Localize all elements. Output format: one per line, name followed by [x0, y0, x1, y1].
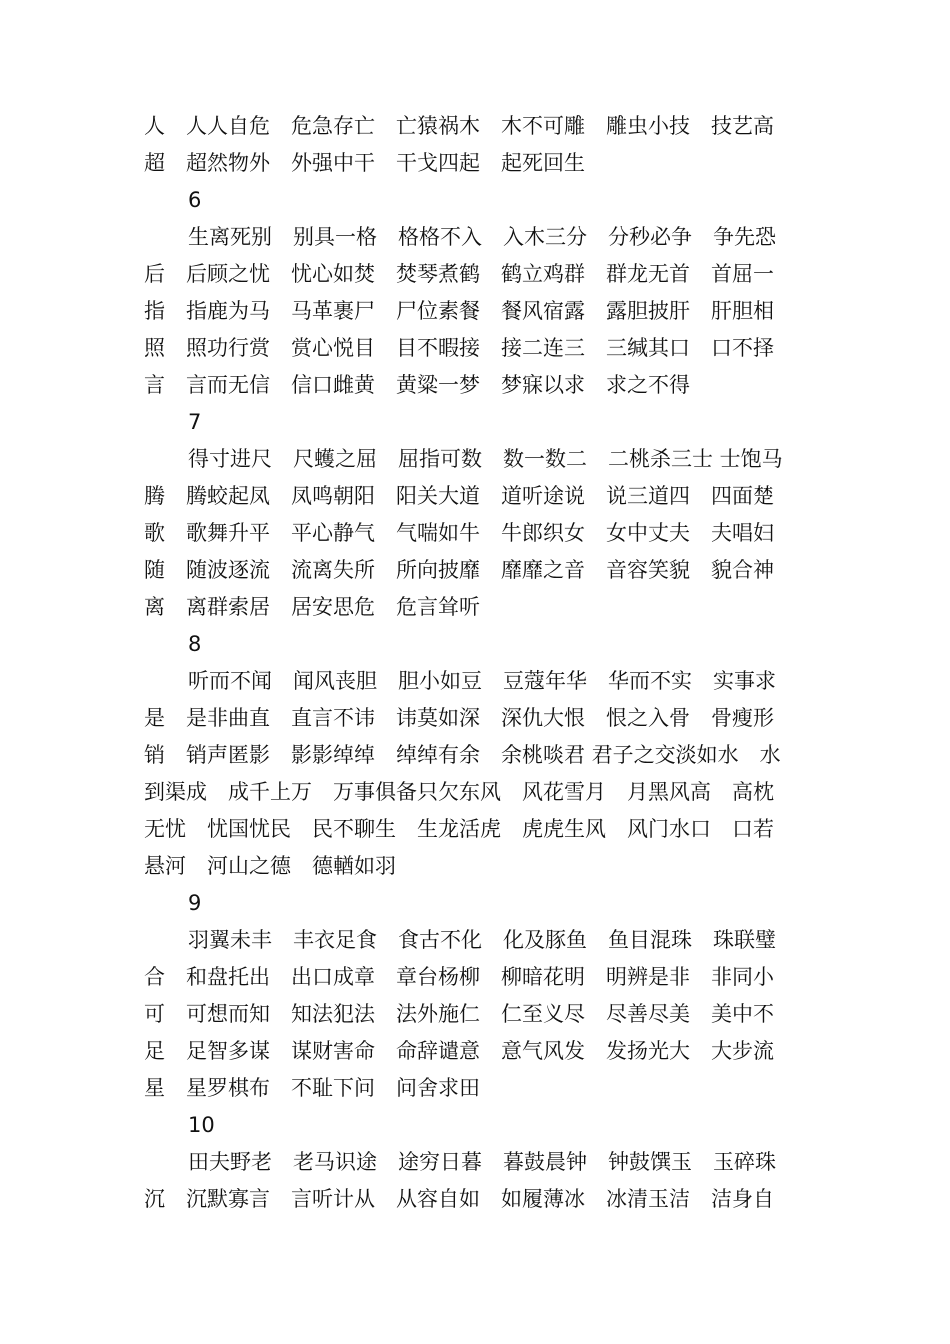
text-line: 超 超然物外 外强中干 干戈四起 起死回生: [144, 151, 585, 175]
text-line: 沉 沉默寡言 言听计从 从容自如 如履薄冰 冰清玉洁 洁身自: [144, 1187, 774, 1211]
text-line: 指 指鹿为马 马革裹尸 尸位素餐 餐风宿露 露胆披肝 肝胆相: [144, 299, 774, 323]
text-line: 得寸进尺 尺蠖之屈 屈指可数 数一数二 二桃杀三士 士饱马: [188, 447, 783, 471]
text-line: 田夫野老 老马识途 途穷日暮 暮鼓晨钟 钟鼓馔玉 玉碎珠: [188, 1150, 776, 1174]
text-line: 歌 歌舞升平 平心静气 气喘如牛 牛郎织女 女中丈夫 夫唱妇: [144, 521, 774, 545]
section-number: 8: [188, 632, 202, 656]
text-line: 羽翼未丰 丰衣足食 食古不化 化及豚鱼 鱼目混珠 珠联璧: [188, 928, 776, 952]
text-line: 听而不闻 闻风丧胆 胆小如豆 豆蔻年华 华而不实 实事求: [188, 669, 776, 693]
text-line: 可 可想而知 知法犯法 法外施仁 仁至义尽 尽善尽美 美中不: [144, 1002, 774, 1026]
section-number: 9: [188, 891, 202, 915]
text-line: 是 是非曲直 直言不讳 讳莫如深 深仇大恨 恨之入骨 骨瘦形: [144, 706, 774, 730]
text-line: 言 言而无信 信口雌黄 黄粱一梦 梦寐以求 求之不得: [144, 373, 690, 397]
text-line: 销 销声匿影 影影绰绰 绰绰有余 余桃啖君 君子之交淡如水 水: [144, 743, 781, 767]
text-line: 后 后顾之忧 忧心如焚 焚琴煮鹤 鹤立鸡群 群龙无首 首屈一: [144, 262, 774, 286]
text-line: 随 随波逐流 流离失所 所向披靡 靡靡之音 音容笑貌 貌合神: [144, 558, 774, 582]
text-line: 无忧 忧国忧民 民不聊生 生龙活虎 虎虎生风 风门水口 口若: [144, 817, 774, 841]
text-line: 星 星罗棋布 不耻下问 问舍求田: [144, 1076, 480, 1100]
text-line: 腾 腾蛟起凤 凤鸣朝阳 阳关大道 道听途说 说三道四 四面楚: [144, 484, 774, 508]
text-line: 合 和盘托出 出口成章 章台杨柳 柳暗花明 明辨是非 非同小: [144, 965, 774, 989]
section-number: 6: [188, 188, 202, 212]
text-line: 悬河 河山之德 德輶如羽: [144, 854, 396, 878]
text-line: 足 足智多谋 谋财害命 命辞谴意 意气风发 发扬光大 大步流: [144, 1039, 774, 1063]
text-line: 人 人人自危 危急存亡 亡猿祸木 木不可雕 雕虫小技 技艺高: [144, 114, 774, 138]
section-number: 7: [188, 410, 202, 434]
text-line: 离 离群索居 居安思危 危言耸听: [144, 595, 480, 619]
text-line: 生离死别 别具一格 格格不入 入木三分 分秒必争 争先恐: [188, 225, 776, 249]
text-line: 照 照功行赏 赏心悦目 目不暇接 接二连三 三缄其口 口不择: [144, 336, 774, 360]
text-line: 到渠成 成千上万 万事俱备只欠东风 风花雪月 月黑风高 高枕: [144, 780, 774, 804]
section-number: 10: [188, 1113, 215, 1137]
